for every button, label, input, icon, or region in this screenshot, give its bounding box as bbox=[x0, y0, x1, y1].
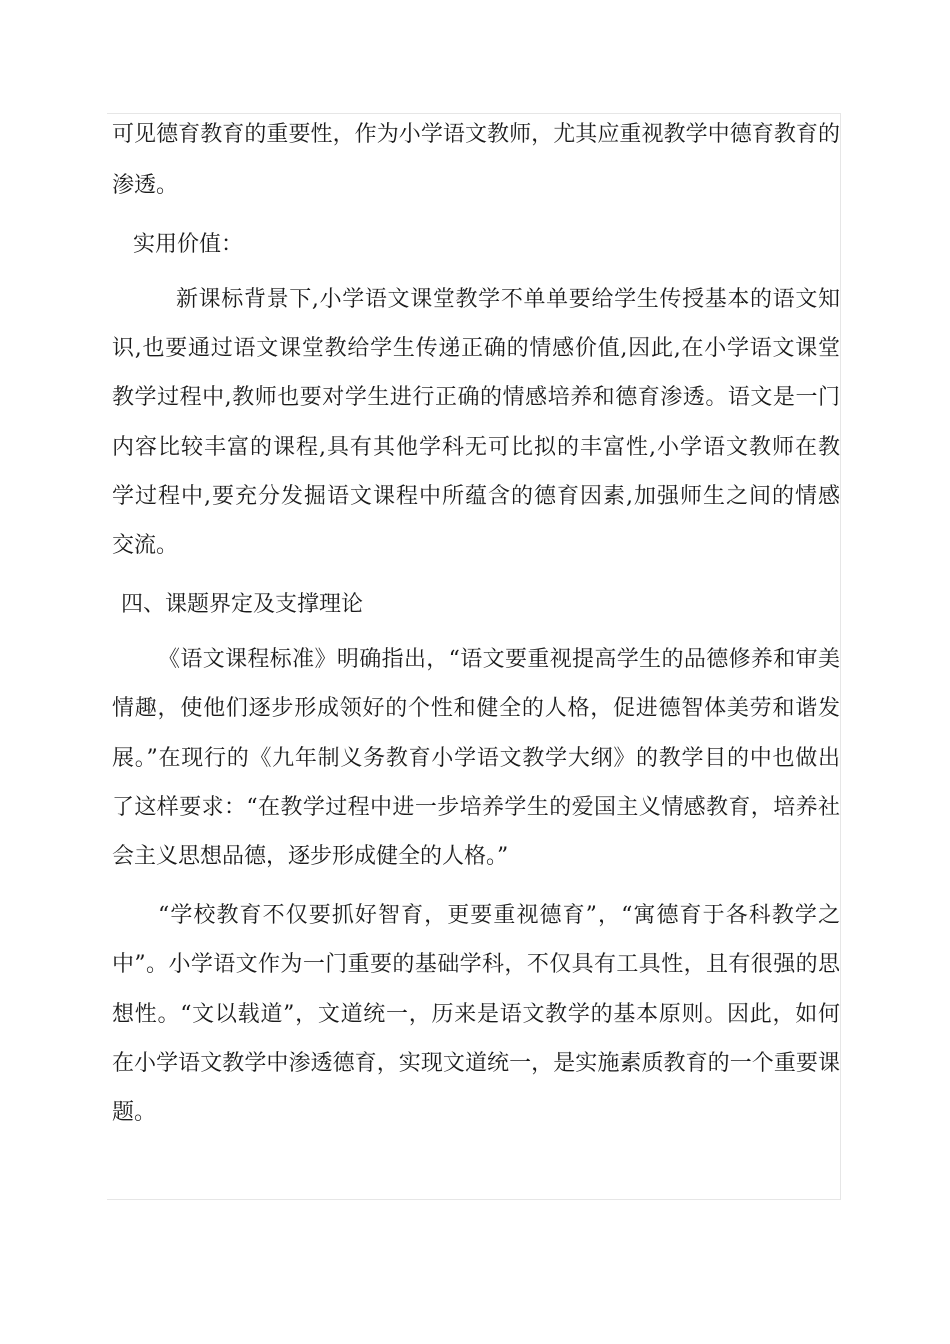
practical-line-3: 教学过程中,教师也要对学生进行正确的情感培养和德育渗透。语文是一门 bbox=[112, 385, 840, 410]
section-four-heading: 四、课题界定及支撑理论 bbox=[121, 592, 364, 617]
standards-line-2: 情趣，使他们逐步形成领好的个性和健全的人格，促进德智体美劳和谐发 bbox=[112, 696, 840, 721]
intro-line-2: 渗透。 bbox=[112, 173, 179, 198]
standards-line-3: 展。”在现行的《九年制义务教育小学语文教学大纲》的教学目的中也做出 bbox=[112, 746, 840, 771]
moral-education-line-2: 中”。小学语文作为一门重要的基础学科，不仅具有工具性，且有很强的思 bbox=[112, 952, 840, 977]
practical-line-6: 交流。 bbox=[112, 533, 179, 558]
practical-line-2: 识,也要通过语文课堂教给学生传递正确的情感价值,因此,在小学语文课堂 bbox=[112, 336, 840, 361]
intro-line-1: 可见德育教育的重要性，作为小学语文教师，尤其应重视教学中德育教育的 bbox=[112, 122, 840, 147]
practical-value-heading: 实用价值： bbox=[133, 232, 244, 257]
practical-line-1: 新课标背景下,小学语文课堂教学不单单要给学生传授基本的语文知 bbox=[176, 287, 840, 312]
moral-education-line-3: 想性。“文以载道”，文道统一，历来是语文教学的基本原则。因此，如何 bbox=[112, 1002, 840, 1027]
moral-education-line-5: 题。 bbox=[112, 1100, 157, 1125]
practical-line-4: 内容比较丰富的课程,具有其他学科无可比拟的丰富性,小学语文教师在教 bbox=[112, 435, 840, 460]
standards-line-5: 会主义思想品德，逐步形成健全的人格。” bbox=[112, 844, 509, 869]
standards-line-1: 《语文课程标准》明确指出，“语文要重视提高学生的品德修养和审美 bbox=[158, 647, 840, 672]
standards-line-4: 了这样要求：“在教学过程中进一步培养学生的爱国主义情感教育，培养社 bbox=[112, 795, 840, 820]
practical-line-5: 学过程中,要充分发掘语文课程中所蕴含的德育因素,加强师生之间的情感 bbox=[112, 484, 840, 509]
moral-education-line-4: 在小学语文教学中渗透德育，实现文道统一，是实施素质教育的一个重要课 bbox=[112, 1051, 840, 1076]
moral-education-line-1: “学校教育不仅要抓好智育，更要重视德育”，“寓德育于各科教学之 bbox=[158, 903, 840, 928]
